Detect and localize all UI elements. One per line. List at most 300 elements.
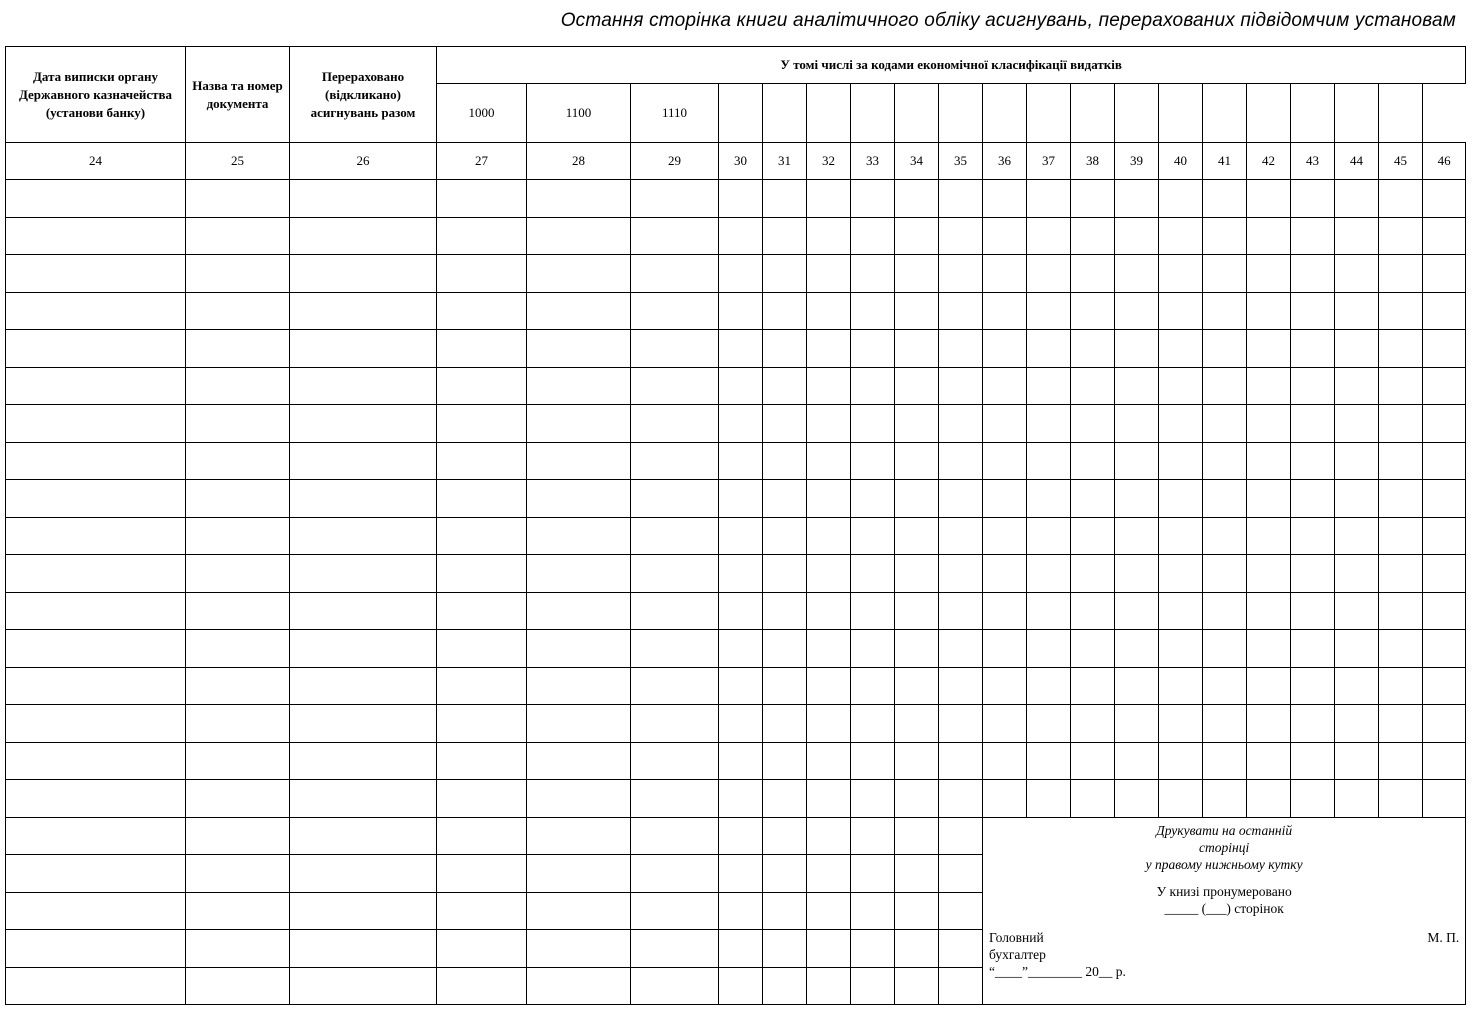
table-cell[interactable]: [186, 367, 290, 405]
table-cell[interactable]: [527, 667, 631, 705]
table-cell[interactable]: [1159, 517, 1203, 555]
table-cell[interactable]: [1027, 217, 1071, 255]
table-cell[interactable]: [1027, 667, 1071, 705]
table-cell[interactable]: [1335, 180, 1379, 218]
table-cell[interactable]: [1335, 555, 1379, 593]
table-cell[interactable]: [527, 255, 631, 293]
table-cell[interactable]: [807, 367, 851, 405]
table-cell[interactable]: [186, 180, 290, 218]
table-cell[interactable]: [527, 855, 631, 893]
table-cell[interactable]: [1423, 705, 1466, 743]
table-cell[interactable]: [631, 667, 719, 705]
table-cell[interactable]: [1335, 517, 1379, 555]
table-cell[interactable]: [1159, 180, 1203, 218]
table-cell[interactable]: [1071, 255, 1115, 293]
table-cell[interactable]: [851, 480, 895, 518]
table-cell[interactable]: [437, 780, 527, 818]
table-cell[interactable]: [1423, 667, 1466, 705]
table-cell[interactable]: [1203, 780, 1247, 818]
table-cell[interactable]: [437, 217, 527, 255]
table-cell[interactable]: [290, 630, 437, 668]
table-cell[interactable]: [1203, 480, 1247, 518]
table-cell[interactable]: [807, 892, 851, 930]
table-cell[interactable]: [437, 817, 527, 855]
table-cell[interactable]: [437, 892, 527, 930]
table-cell[interactable]: [895, 517, 939, 555]
table-cell[interactable]: [1247, 480, 1291, 518]
table-cell[interactable]: [1291, 555, 1335, 593]
table-cell[interactable]: [763, 817, 807, 855]
table-cell[interactable]: [895, 555, 939, 593]
table-cell[interactable]: [1027, 330, 1071, 368]
table-cell[interactable]: [851, 667, 895, 705]
table-cell[interactable]: [895, 442, 939, 480]
table-cell[interactable]: [1115, 630, 1159, 668]
table-cell[interactable]: [527, 367, 631, 405]
table-cell[interactable]: [6, 480, 186, 518]
table-cell[interactable]: [939, 217, 983, 255]
table-cell[interactable]: [1203, 217, 1247, 255]
table-cell[interactable]: [1423, 592, 1466, 630]
table-cell[interactable]: [939, 855, 983, 893]
table-cell[interactable]: [631, 255, 719, 293]
table-cell[interactable]: [1027, 480, 1071, 518]
table-cell[interactable]: [939, 892, 983, 930]
table-cell[interactable]: [763, 405, 807, 443]
table-cell[interactable]: [939, 442, 983, 480]
table-cell[interactable]: [1247, 742, 1291, 780]
table-cell[interactable]: [1423, 180, 1466, 218]
table-cell[interactable]: [1423, 555, 1466, 593]
table-cell[interactable]: [851, 292, 895, 330]
table-cell[interactable]: [1203, 705, 1247, 743]
table-cell[interactable]: [763, 330, 807, 368]
table-cell[interactable]: [1291, 330, 1335, 368]
table-cell[interactable]: [1115, 517, 1159, 555]
table-cell[interactable]: [1379, 180, 1423, 218]
table-cell[interactable]: [851, 967, 895, 1005]
table-cell[interactable]: [1159, 217, 1203, 255]
table-cell[interactable]: [186, 517, 290, 555]
table-cell[interactable]: [851, 555, 895, 593]
table-cell[interactable]: [186, 480, 290, 518]
table-cell[interactable]: [807, 855, 851, 893]
table-cell[interactable]: [6, 592, 186, 630]
table-cell[interactable]: [1291, 442, 1335, 480]
table-cell[interactable]: [631, 967, 719, 1005]
table-cell[interactable]: [437, 630, 527, 668]
table-cell[interactable]: [527, 592, 631, 630]
table-cell[interactable]: [631, 780, 719, 818]
table-cell[interactable]: [807, 480, 851, 518]
table-cell[interactable]: [6, 930, 186, 968]
table-cell[interactable]: [6, 292, 186, 330]
table-cell[interactable]: [437, 180, 527, 218]
table-cell[interactable]: [437, 255, 527, 293]
table-cell[interactable]: [527, 780, 631, 818]
table-cell[interactable]: [895, 180, 939, 218]
table-cell[interactable]: [1159, 705, 1203, 743]
table-cell[interactable]: [807, 667, 851, 705]
table-cell[interactable]: [186, 855, 290, 893]
table-cell[interactable]: [939, 817, 983, 855]
table-cell[interactable]: [437, 592, 527, 630]
table-cell[interactable]: [1423, 217, 1466, 255]
table-cell[interactable]: [1379, 217, 1423, 255]
table-cell[interactable]: [6, 855, 186, 893]
table-cell[interactable]: [186, 780, 290, 818]
table-cell[interactable]: [851, 255, 895, 293]
table-cell[interactable]: [1423, 630, 1466, 668]
table-cell[interactable]: [631, 405, 719, 443]
table-cell[interactable]: [290, 480, 437, 518]
table-cell[interactable]: [1115, 180, 1159, 218]
table-cell[interactable]: [763, 742, 807, 780]
table-cell[interactable]: [1115, 705, 1159, 743]
table-cell[interactable]: [983, 255, 1027, 293]
table-cell[interactable]: [290, 892, 437, 930]
table-cell[interactable]: [527, 705, 631, 743]
table-cell[interactable]: [983, 555, 1027, 593]
table-cell[interactable]: [6, 742, 186, 780]
table-cell[interactable]: [895, 217, 939, 255]
table-cell[interactable]: [939, 180, 983, 218]
table-cell[interactable]: [290, 855, 437, 893]
table-cell[interactable]: [807, 517, 851, 555]
table-cell[interactable]: [895, 780, 939, 818]
table-cell[interactable]: [1071, 517, 1115, 555]
table-cell[interactable]: [763, 180, 807, 218]
table-cell[interactable]: [527, 292, 631, 330]
table-cell[interactable]: [983, 630, 1027, 668]
table-cell[interactable]: [1203, 555, 1247, 593]
table-cell[interactable]: [1027, 705, 1071, 743]
table-cell[interactable]: [983, 517, 1027, 555]
table-cell[interactable]: [1423, 330, 1466, 368]
table-cell[interactable]: [983, 442, 1027, 480]
table-cell[interactable]: [1379, 480, 1423, 518]
table-cell[interactable]: [719, 592, 763, 630]
table-cell[interactable]: [1071, 630, 1115, 668]
table-cell[interactable]: [895, 292, 939, 330]
table-cell[interactable]: [527, 217, 631, 255]
table-cell[interactable]: [895, 967, 939, 1005]
table-cell[interactable]: [719, 780, 763, 818]
table-cell[interactable]: [1115, 480, 1159, 518]
table-cell[interactable]: [527, 892, 631, 930]
table-cell[interactable]: [6, 330, 186, 368]
table-cell[interactable]: [1247, 517, 1291, 555]
table-cell[interactable]: [631, 592, 719, 630]
table-cell[interactable]: [851, 817, 895, 855]
table-cell[interactable]: [1115, 442, 1159, 480]
table-cell[interactable]: [1115, 742, 1159, 780]
table-cell[interactable]: [1423, 517, 1466, 555]
table-cell[interactable]: [1291, 780, 1335, 818]
table-cell[interactable]: [527, 405, 631, 443]
table-cell[interactable]: [6, 180, 186, 218]
table-cell[interactable]: [939, 330, 983, 368]
table-cell[interactable]: [186, 330, 290, 368]
table-cell[interactable]: [6, 967, 186, 1005]
table-cell[interactable]: [895, 255, 939, 293]
table-cell[interactable]: [939, 367, 983, 405]
table-cell[interactable]: [1027, 405, 1071, 443]
table-cell[interactable]: [631, 180, 719, 218]
table-cell[interactable]: [1335, 255, 1379, 293]
table-cell[interactable]: [719, 705, 763, 743]
table-cell[interactable]: [527, 630, 631, 668]
table-cell[interactable]: [437, 705, 527, 743]
table-cell[interactable]: [807, 592, 851, 630]
table-cell[interactable]: [763, 255, 807, 293]
table-cell[interactable]: [1379, 255, 1423, 293]
table-cell[interactable]: [1335, 667, 1379, 705]
table-cell[interactable]: [763, 217, 807, 255]
table-cell[interactable]: [631, 855, 719, 893]
table-cell[interactable]: [807, 967, 851, 1005]
table-cell[interactable]: [6, 892, 186, 930]
table-cell[interactable]: [1423, 742, 1466, 780]
table-cell[interactable]: [186, 705, 290, 743]
table-cell[interactable]: [851, 892, 895, 930]
table-cell[interactable]: [895, 667, 939, 705]
table-cell[interactable]: [763, 367, 807, 405]
table-cell[interactable]: [763, 517, 807, 555]
table-cell[interactable]: [290, 255, 437, 293]
table-cell[interactable]: [1203, 667, 1247, 705]
table-cell[interactable]: [1247, 217, 1291, 255]
table-cell[interactable]: [1159, 442, 1203, 480]
table-cell[interactable]: [1159, 555, 1203, 593]
table-cell[interactable]: [1071, 442, 1115, 480]
table-cell[interactable]: [983, 705, 1027, 743]
table-cell[interactable]: [1115, 780, 1159, 818]
table-cell[interactable]: [1247, 780, 1291, 818]
table-cell[interactable]: [1291, 480, 1335, 518]
table-cell[interactable]: [719, 892, 763, 930]
table-cell[interactable]: [939, 517, 983, 555]
table-cell[interactable]: [895, 705, 939, 743]
table-cell[interactable]: [1335, 742, 1379, 780]
table-cell[interactable]: [6, 817, 186, 855]
table-cell[interactable]: [1203, 517, 1247, 555]
table-cell[interactable]: [1159, 255, 1203, 293]
table-cell[interactable]: [1027, 367, 1071, 405]
table-cell[interactable]: [983, 367, 1027, 405]
table-cell[interactable]: [6, 705, 186, 743]
table-cell[interactable]: [763, 555, 807, 593]
table-cell[interactable]: [1027, 180, 1071, 218]
table-cell[interactable]: [186, 817, 290, 855]
table-cell[interactable]: [719, 667, 763, 705]
table-cell[interactable]: [186, 967, 290, 1005]
table-cell[interactable]: [186, 892, 290, 930]
table-cell[interactable]: [1071, 555, 1115, 593]
table-cell[interactable]: [1247, 442, 1291, 480]
table-cell[interactable]: [1027, 442, 1071, 480]
table-cell[interactable]: [1159, 480, 1203, 518]
table-cell[interactable]: [895, 855, 939, 893]
table-cell[interactable]: [719, 742, 763, 780]
table-cell[interactable]: [6, 442, 186, 480]
table-cell[interactable]: [1335, 480, 1379, 518]
table-cell[interactable]: [1247, 405, 1291, 443]
table-cell[interactable]: [631, 892, 719, 930]
table-cell[interactable]: [763, 780, 807, 818]
table-cell[interactable]: [1291, 630, 1335, 668]
table-cell[interactable]: [939, 480, 983, 518]
table-cell[interactable]: [290, 405, 437, 443]
table-cell[interactable]: [763, 967, 807, 1005]
table-cell[interactable]: [851, 330, 895, 368]
table-cell[interactable]: [186, 592, 290, 630]
table-cell[interactable]: [1203, 405, 1247, 443]
table-cell[interactable]: [6, 555, 186, 593]
table-cell[interactable]: [1291, 517, 1335, 555]
table-cell[interactable]: [631, 217, 719, 255]
table-cell[interactable]: [807, 292, 851, 330]
table-cell[interactable]: [1071, 667, 1115, 705]
table-cell[interactable]: [527, 817, 631, 855]
table-cell[interactable]: [763, 667, 807, 705]
table-cell[interactable]: [939, 667, 983, 705]
table-cell[interactable]: [290, 967, 437, 1005]
table-cell[interactable]: [1203, 592, 1247, 630]
table-cell[interactable]: [719, 817, 763, 855]
table-cell[interactable]: [807, 180, 851, 218]
table-cell[interactable]: [1071, 592, 1115, 630]
table-cell[interactable]: [1203, 442, 1247, 480]
table-cell[interactable]: [719, 292, 763, 330]
table-cell[interactable]: [807, 217, 851, 255]
table-cell[interactable]: [1203, 630, 1247, 668]
table-cell[interactable]: [1115, 555, 1159, 593]
table-cell[interactable]: [527, 517, 631, 555]
table-cell[interactable]: [6, 667, 186, 705]
table-cell[interactable]: [437, 967, 527, 1005]
table-cell[interactable]: [1071, 405, 1115, 443]
table-cell[interactable]: [807, 742, 851, 780]
table-cell[interactable]: [939, 592, 983, 630]
table-cell[interactable]: [939, 405, 983, 443]
table-cell[interactable]: [851, 405, 895, 443]
table-cell[interactable]: [763, 592, 807, 630]
table-cell[interactable]: [290, 367, 437, 405]
table-cell[interactable]: [1291, 667, 1335, 705]
table-cell[interactable]: [895, 330, 939, 368]
table-cell[interactable]: [1071, 367, 1115, 405]
table-cell[interactable]: [290, 705, 437, 743]
table-cell[interactable]: [851, 742, 895, 780]
table-cell[interactable]: [719, 967, 763, 1005]
table-cell[interactable]: [1247, 180, 1291, 218]
table-cell[interactable]: [851, 855, 895, 893]
table-cell[interactable]: [1071, 480, 1115, 518]
table-cell[interactable]: [527, 480, 631, 518]
table-cell[interactable]: [290, 930, 437, 968]
table-cell[interactable]: [1115, 667, 1159, 705]
table-cell[interactable]: [631, 630, 719, 668]
table-cell[interactable]: [1115, 592, 1159, 630]
table-cell[interactable]: [983, 292, 1027, 330]
table-cell[interactable]: [1247, 705, 1291, 743]
table-cell[interactable]: [1423, 442, 1466, 480]
table-cell[interactable]: [983, 480, 1027, 518]
table-cell[interactable]: [631, 517, 719, 555]
table-cell[interactable]: [895, 405, 939, 443]
table-cell[interactable]: [763, 892, 807, 930]
table-cell[interactable]: [631, 817, 719, 855]
table-cell[interactable]: [631, 292, 719, 330]
table-cell[interactable]: [1203, 330, 1247, 368]
table-cell[interactable]: [631, 555, 719, 593]
table-cell[interactable]: [1335, 217, 1379, 255]
table-cell[interactable]: [527, 330, 631, 368]
table-cell[interactable]: [290, 217, 437, 255]
table-cell[interactable]: [1247, 667, 1291, 705]
table-cell[interactable]: [290, 555, 437, 593]
table-cell[interactable]: [1379, 517, 1423, 555]
table-cell[interactable]: [1379, 705, 1423, 743]
table-cell[interactable]: [719, 855, 763, 893]
table-cell[interactable]: [1203, 742, 1247, 780]
table-cell[interactable]: [1335, 292, 1379, 330]
table-cell[interactable]: [1115, 292, 1159, 330]
table-cell[interactable]: [631, 480, 719, 518]
table-cell[interactable]: [807, 255, 851, 293]
table-cell[interactable]: [290, 330, 437, 368]
table-cell[interactable]: [1247, 330, 1291, 368]
table-cell[interactable]: [1027, 780, 1071, 818]
table-cell[interactable]: [1071, 705, 1115, 743]
table-cell[interactable]: [895, 892, 939, 930]
table-cell[interactable]: [807, 630, 851, 668]
table-cell[interactable]: [719, 517, 763, 555]
table-cell[interactable]: [851, 217, 895, 255]
table-cell[interactable]: [851, 630, 895, 668]
table-cell[interactable]: [1291, 405, 1335, 443]
table-cell[interactable]: [6, 405, 186, 443]
table-cell[interactable]: [895, 367, 939, 405]
table-cell[interactable]: [1071, 780, 1115, 818]
table-cell[interactable]: [939, 555, 983, 593]
table-cell[interactable]: [895, 817, 939, 855]
table-cell[interactable]: [437, 480, 527, 518]
table-cell[interactable]: [851, 592, 895, 630]
table-cell[interactable]: [1071, 180, 1115, 218]
table-cell[interactable]: [1027, 555, 1071, 593]
table-cell[interactable]: [1423, 367, 1466, 405]
table-cell[interactable]: [1335, 705, 1379, 743]
table-cell[interactable]: [1291, 217, 1335, 255]
table-cell[interactable]: [851, 780, 895, 818]
table-cell[interactable]: [719, 442, 763, 480]
table-cell[interactable]: [1335, 780, 1379, 818]
table-cell[interactable]: [1159, 367, 1203, 405]
table-cell[interactable]: [290, 180, 437, 218]
table-cell[interactable]: [6, 630, 186, 668]
table-cell[interactable]: [1291, 180, 1335, 218]
table-cell[interactable]: [895, 930, 939, 968]
table-cell[interactable]: [290, 592, 437, 630]
table-cell[interactable]: [719, 255, 763, 293]
table-cell[interactable]: [290, 517, 437, 555]
table-cell[interactable]: [1423, 480, 1466, 518]
table-cell[interactable]: [1159, 292, 1203, 330]
table-cell[interactable]: [719, 630, 763, 668]
table-cell[interactable]: [1115, 217, 1159, 255]
